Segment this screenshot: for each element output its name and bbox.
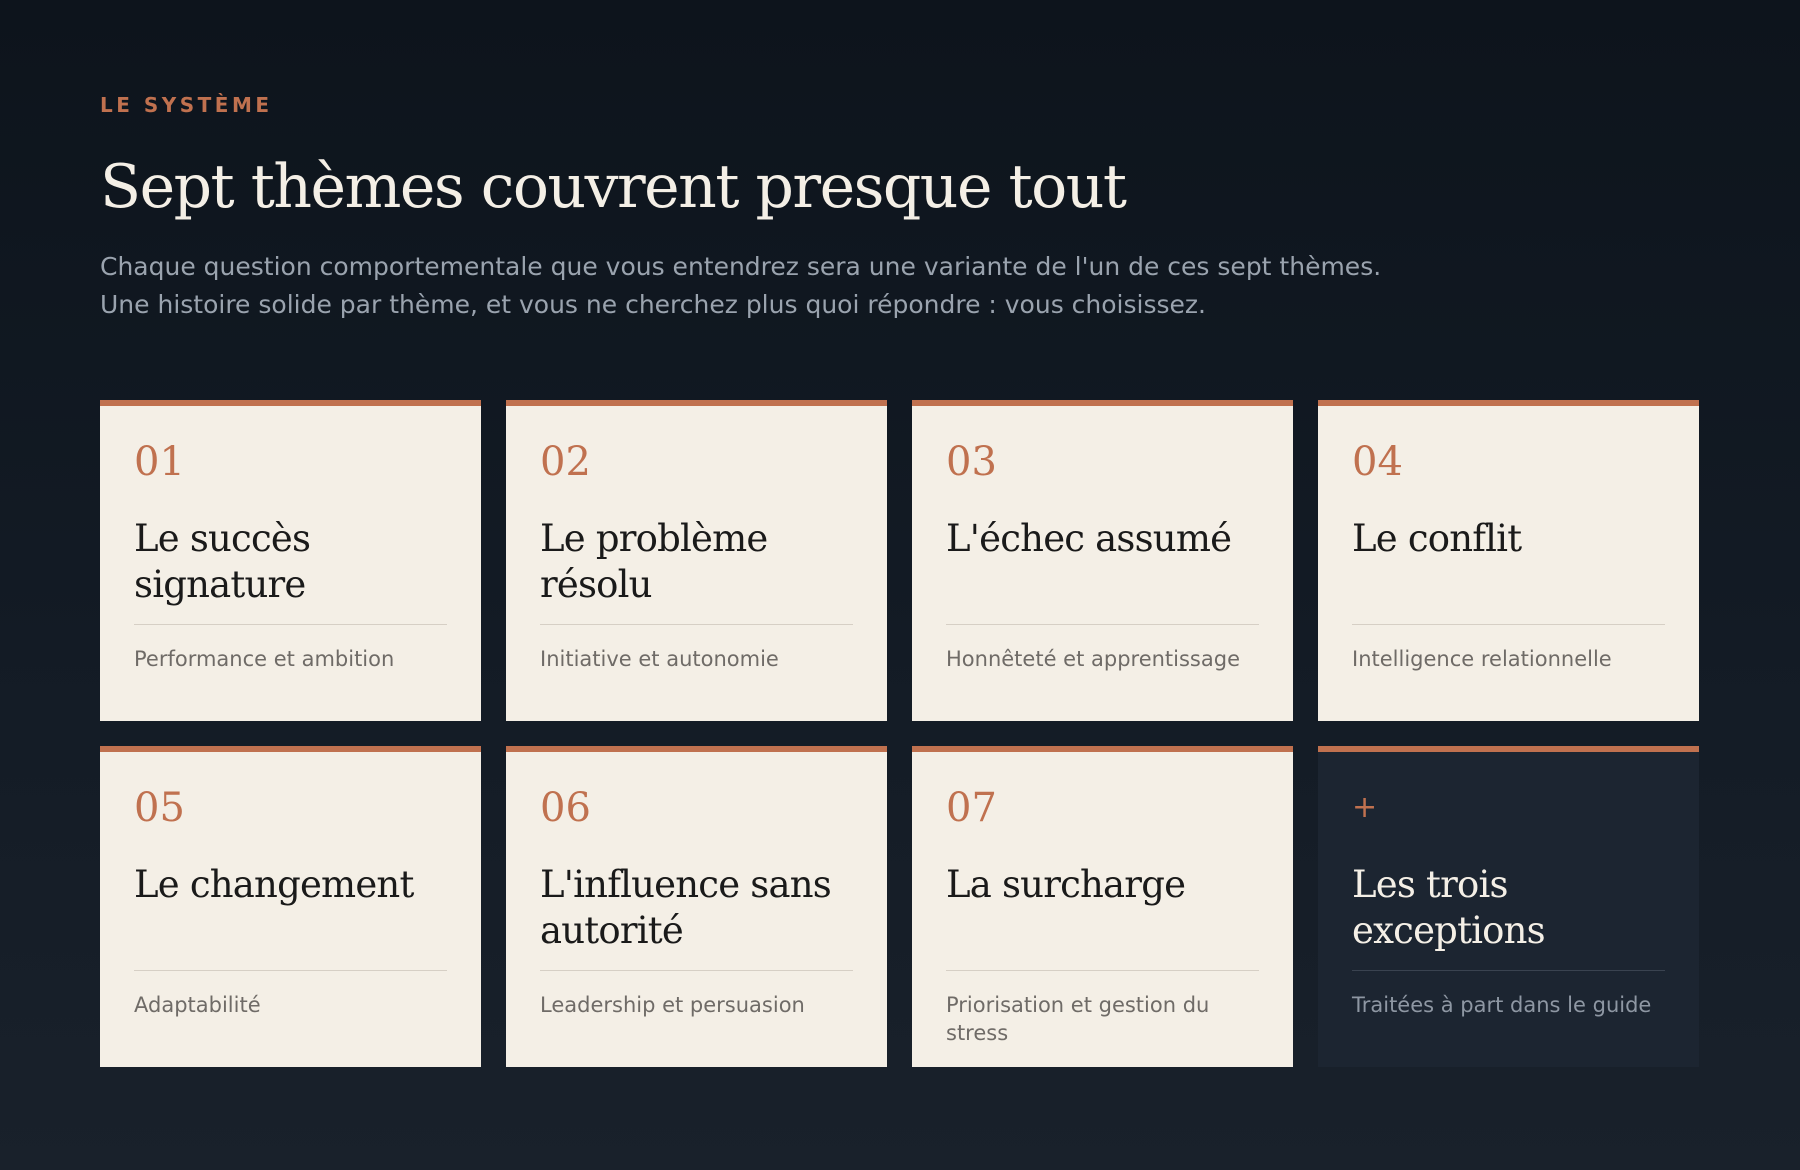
- section-eyebrow: LE SYSTÈME: [100, 93, 273, 117]
- theme-subtitle: Priorisation et gestion du stress: [946, 993, 1210, 1045]
- theme-subtitle: Honnêteté et apprentissage: [946, 647, 1240, 671]
- subtitle-line-2: Une histoire solide par thème, et vous ne cherchez plus quoi répondre : vous choisissez.: [100, 290, 1206, 319]
- section-header: [100, 90, 1600, 324]
- card-divider: [540, 970, 853, 971]
- theme-title: L'influence sans autorité: [540, 863, 831, 952]
- subtitle-line-1: Chaque question comportementale que vous entendrez sera une variante de l'un de ces sept thèmes.: [100, 252, 1382, 281]
- theme-card-03: [912, 400, 1293, 721]
- card-divider: [540, 624, 853, 625]
- plus-icon: +: [1352, 790, 1378, 825]
- theme-title: Le problème résolu: [540, 517, 768, 606]
- theme-card-07: [912, 746, 1293, 1067]
- theme-number: 06: [540, 785, 591, 831]
- card-divider: [134, 970, 447, 971]
- theme-card-06: [506, 746, 887, 1067]
- theme-title: Le succès signature: [134, 517, 311, 606]
- theme-subtitle: Performance et ambition: [134, 647, 395, 671]
- theme-subtitle: Initiative et autonomie: [540, 647, 779, 671]
- theme-title: Le conflit: [1352, 517, 1522, 560]
- theme-number: 07: [946, 785, 997, 831]
- card-divider: [1352, 624, 1665, 625]
- theme-number: 03: [946, 439, 997, 485]
- theme-card-02: [506, 400, 887, 721]
- theme-subtitle: Intelligence relationnelle: [1352, 647, 1612, 671]
- exceptions-card: [1318, 746, 1699, 1067]
- theme-card-04: [1318, 400, 1699, 721]
- exceptions-title: Les trois exceptions: [1352, 863, 1545, 952]
- theme-title: L'échec assumé: [946, 517, 1232, 560]
- card-divider: [946, 624, 1259, 625]
- theme-number: 05: [134, 785, 185, 831]
- themes-grid: [100, 400, 1700, 1067]
- theme-number: 02: [540, 439, 591, 485]
- theme-subtitle: Leadership et persuasion: [540, 993, 805, 1017]
- card-divider: [134, 624, 447, 625]
- exceptions-subtitle: Traitées à part dans le guide: [1352, 993, 1652, 1017]
- theme-number: 01: [134, 439, 185, 485]
- theme-title: Le changement: [134, 863, 414, 906]
- page-subtitle: [100, 248, 1600, 324]
- card-divider: [946, 970, 1259, 971]
- theme-title: La surcharge: [946, 863, 1186, 906]
- theme-card-05: [100, 746, 481, 1067]
- card-divider: [1352, 970, 1665, 971]
- theme-number: 04: [1352, 439, 1403, 485]
- theme-card-01: [100, 400, 481, 721]
- theme-subtitle: Adaptabilité: [134, 993, 261, 1017]
- page-title: Sept thèmes couvrent presque tout: [100, 152, 1126, 222]
